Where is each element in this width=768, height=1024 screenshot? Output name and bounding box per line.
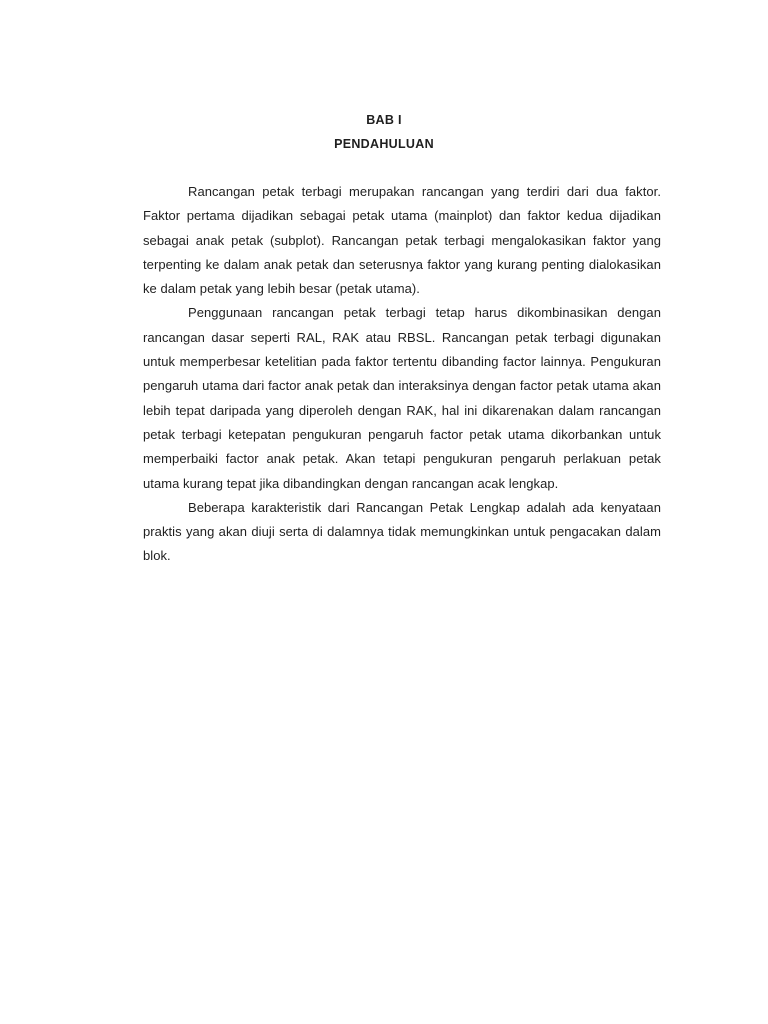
paragraph-2: Penggunaan rancangan petak terbagi tetap harus dikombinasikan dengan rancangan dasar seperti RAL, RAK atau RBSL. Rancangan petak terbagi digunakan untuk memperbesar ketelitian pada faktor tertentu dibanding factor lainnya. Pengukuran pengaruh utama dari factor anak petak dan interaksinya dengan factor petak utama akan lebih tepat daripada yang diperoleh dengan RAK, hal ini dikarenakan dalam rancangan petak terbagi ketepatan pengukuran pengaruh factor petak utama dikorbankan untuk memperbaiki factor anak petak. Akan tetapi pengukuran pengaruh perlakuan petak utama kurang tepat jika dibandingkan dengan rancangan acak lengkap. [143,305,661,491]
chapter-title: PENDAHULUAN [334,137,434,151]
chapter-heading [0,108,768,156]
chapter-number: BAB I [366,113,402,127]
paragraph-1: Rancangan petak terbagi merupakan rancangan yang terdiri dari dua faktor. Faktor pertama dijadikan sebagai petak utama (mainplot) dan faktor kedua dijadikan sebagai anak petak (subplot). Rancangan petak terbagi mengalokasikan faktor yang terpenting ke dalam anak petak dan seterusnya faktor yang kurang penting dialokasikan ke dalam petak yang lebih besar (petak utama). [143,184,661,297]
paragraph-3: Beberapa karakteristik dari Rancangan Petak Lengkap adalah ada kenyataan praktis yang akan diuji serta di dalamnya tidak memungkinkan untuk pengacakan dalam blok. [143,499,661,564]
document-body [143,180,661,569]
